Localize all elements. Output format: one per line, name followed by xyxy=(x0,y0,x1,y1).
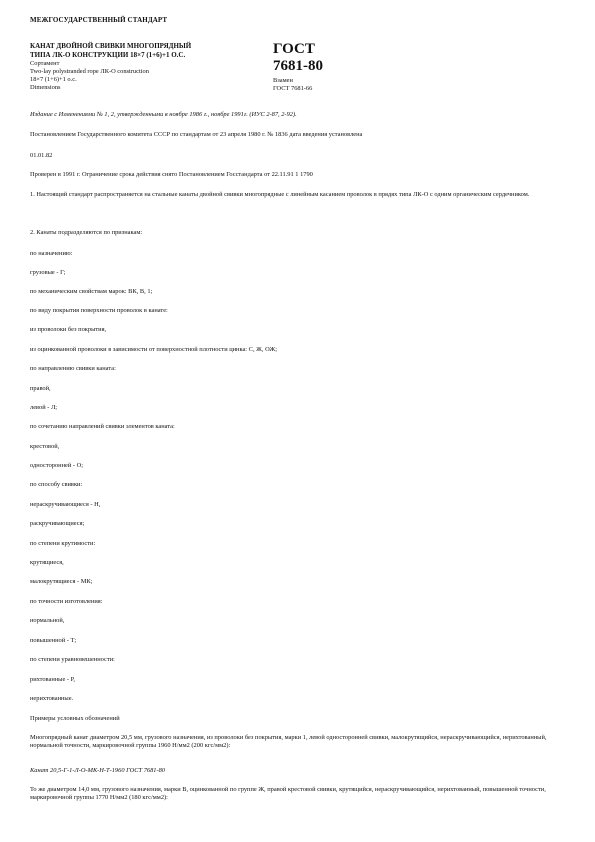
list-item: нерихтованные. xyxy=(30,695,74,702)
list-item: раскручивающиеся; xyxy=(30,520,85,527)
list-item: крутящиеся, xyxy=(30,559,64,566)
paragraph-2: 2. Канаты подразделяются по признакам: xyxy=(30,229,143,236)
list-item: правой, xyxy=(30,385,51,392)
list-item: левой - Л; xyxy=(30,404,58,411)
introduction-date: 01.01.82 xyxy=(30,152,53,159)
list-item: малокрутящиеся - МК; xyxy=(30,578,93,585)
list-item: по точности изготовления: xyxy=(30,598,103,605)
title-ru-line-2: ТИПА ЛК-О КОНСТРУКЦИИ 18×7 (1+6)+1 О.С. xyxy=(30,51,186,59)
list-item: крестовой, xyxy=(30,443,60,450)
checked-note: Проверен в 1991 г. Ограничение срока действия снято Постановлением Госстандарта от 22.11.91 1 1790 xyxy=(30,171,313,178)
list-item: по способу свивки: xyxy=(30,481,83,488)
list-item: нераскручивающиеся - Н, xyxy=(30,501,101,508)
title-sortament: Сортамент xyxy=(30,60,60,67)
gost-number: 7681-80 xyxy=(273,58,323,74)
title-ru-line-1: КАНАТ ДВОЙНОЙ СВИВКИ МНОГОПРЯДНЫЙ xyxy=(30,42,192,50)
list-item: повышенной - Т; xyxy=(30,637,77,644)
example-1-designation: Канат 20,5-Г-1-Л-О-МК-Н-Т-1960 ГОСТ 7681-80 xyxy=(30,767,165,774)
list-item: по степени крутимости: xyxy=(30,540,96,547)
list-item: по назначению: xyxy=(30,250,73,257)
title-block xyxy=(30,42,265,92)
list-item: односторонней - О; xyxy=(30,462,83,469)
examples-heading: Примеры условных обозначений xyxy=(30,715,120,722)
list-item: по степени уравновешенности: xyxy=(30,656,115,663)
gost-word: ГОСТ xyxy=(273,41,315,57)
list-item: по виду покрытия поверхности проволок в канате: xyxy=(30,307,168,314)
gost-instead-value: ГОСТ 7681-66 xyxy=(273,85,313,92)
edition-note: Издание с Изменениями № 1, 2, утвержденными в ноябре 1986 г., ноябре 1991г. (ИУС 2-87, 2-92). xyxy=(30,111,297,118)
list-item: грузовые - Г; xyxy=(30,269,66,276)
list-item: из оцинкованной проволоки в зависимости от поверхностной плотности цинка: С, Ж, ОЖ; xyxy=(30,346,278,353)
decree-text: Постановлением Государственного комитета СССР по стандартам от 23 апреля 1980 г. № 1836 дата введения установлена xyxy=(30,131,363,138)
gost-instead-label: Взамен xyxy=(273,77,293,84)
standard-type-heading: МЕЖГОСУДАРСТВЕННЫЙ СТАНДАРТ xyxy=(30,16,168,24)
list-item: по направлению свивки каната: xyxy=(30,365,116,372)
list-item: по сочетанию направлений свивки элементов каната: xyxy=(30,423,175,430)
paragraph-1: 1. Настоящий стандарт распространяется на стальные канаты двойной свивки многопрядные с линейным касанием проволок в прядях типа ЛК-О с одним органическим сердечником. xyxy=(30,191,530,198)
example-2-description: То же диаметром 14,0 мм, грузового назначения, марки В, оцинкованной по группе Ж, правой крестовой свивки, крутящийся, нераскручивающийся, нерихтованный, повышенной точности, маркировочной группы 1770 Н/мм2 (180 кгс/мм2): xyxy=(30,786,546,802)
list-item: из проволоки без покрытия, xyxy=(30,326,107,333)
title-en-line-1: Two-lay polystranded rope ЛК-О construction xyxy=(30,68,149,75)
example-1-description: Многопрядный канат диаметром 20,5 мм, грузового назначения, из проволоки без покрытия, марки 1, левой односторонней свивки, малокрутящийся, нераскручивающийся, нерихтованный, нормальной точности, маркировочной группы 1960 Н/мм2 (200 кгс/мм2): xyxy=(30,734,547,750)
list-item: по механическим свойствам марок: ВК, В, 1; xyxy=(30,288,153,295)
gost-block xyxy=(273,41,373,93)
title-en-line-3: Dimensions xyxy=(30,84,61,91)
title-en-line-2: 18×7 (1+6)+1 o.c. xyxy=(30,76,77,83)
list-item: нормальной, xyxy=(30,617,65,624)
list-item: рихтованные - Р, xyxy=(30,676,75,683)
